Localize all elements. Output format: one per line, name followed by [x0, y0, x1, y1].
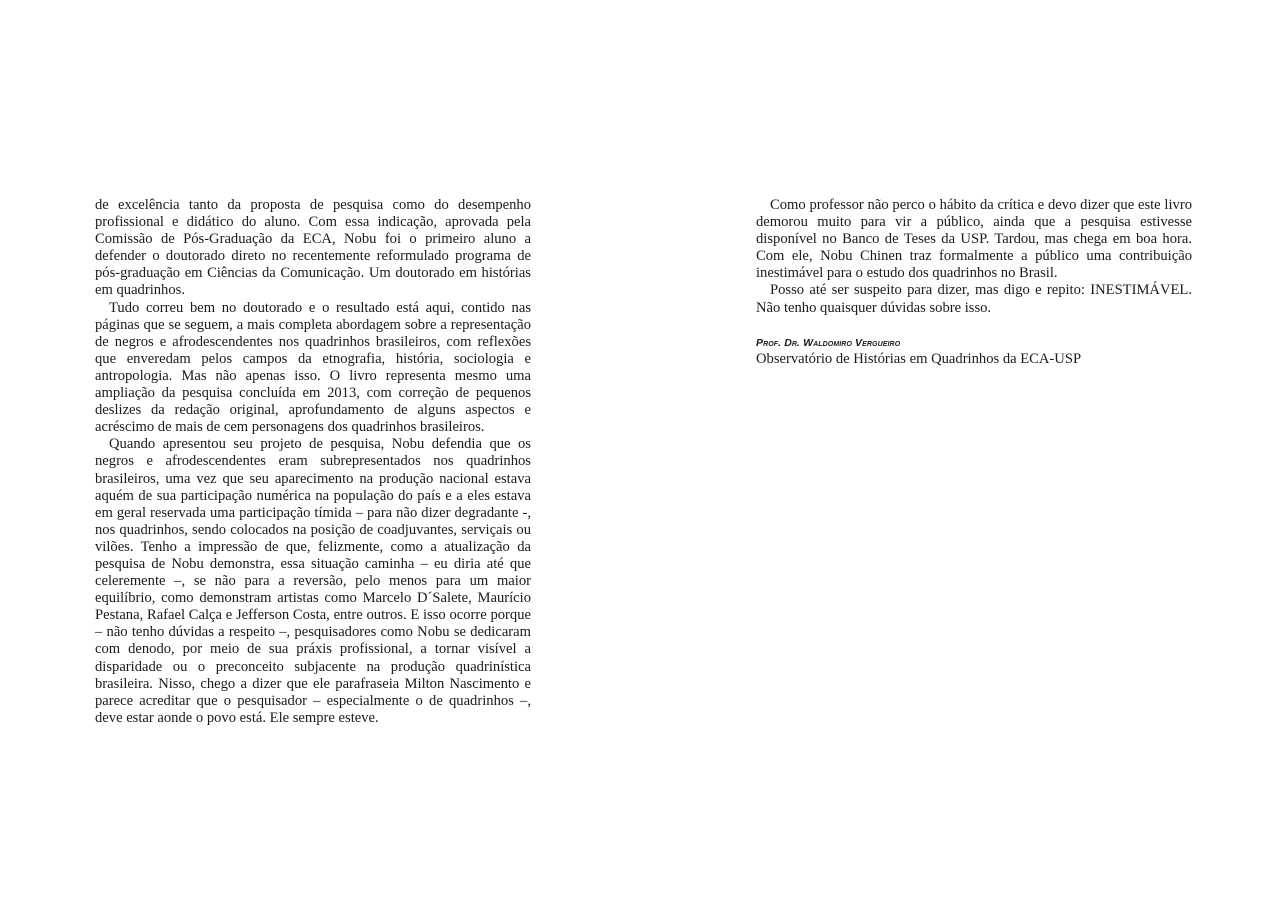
- left-page: [0, 0, 642, 907]
- paragraph-doctorate-result: Tudo correu bem no doutorado e o resultado está aqui, contido nas páginas que se seguem, a mais completa abordagem sobre a representação de negros e afrodescendentes nos quadrinhos brasileiros, com reflexões que enveredam pelos campos da etnografia, história, sociologia e antropologia. Mas não apenas isso. O livro representa mesmo uma ampliação da pesquisa concluída em 2013, com correção de pequenos deslizes da redação original, aprofundamento de alguns aspectos e acréscimo de mais de cem personagens dos quadrinhos brasileiros.: [95, 299, 531, 436]
- right-page: [642, 0, 1284, 907]
- signature-name: Prof. Dr. Waldomiro Vergueiro: [756, 336, 901, 349]
- signature-block: [756, 336, 1192, 368]
- signature-affiliation: Observatório de Histórias em Quadrinhos da ECA-USP: [756, 350, 1082, 367]
- paragraph-research-project: Quando apresentou seu projeto de pesquisa, Nobu defendia que os negros e afrodescendentes eram subrepresentados nos quadrinhos brasileiros, uma vez que seu aparecimento na produção nacional estava aquém de sua participação numérica na população do país e a eles estava em geral reservada uma participação tímida – para não dizer degradante -, nos quadrinhos, sendo colocados na posição de coadjuvantes, serviçais ou vilões. Tenho a impressão de que, felizmente, como a atualização da pesquisa de Nobu demonstra, essa situação caminha – eu diria até que celeremente –, se não para a reversão, pelo menos para um maior equilíbrio, como demonstram artistas como Marcelo D´Salete, Maurício Pestana, Rafael Calça e Jefferson Costa, entre outros. E isso ocorre porque – não tenho dúvidas a respeito –, pesquisadores como Nobu se dedicaram com denodo, por meio de sua práxis profissional, a tornar visível a disparidade ou o preconceito subjacente na produção quadrinística brasileira. Nisso, chego a dizer que ele parafraseia Milton Nascimento e parece acreditar que o pesquisador – especialmente o de quadrinhos –, deve estar aonde o povo está. Ele sempre esteve.: [95, 436, 531, 726]
- right-text-column: [756, 197, 1192, 368]
- paragraph-professor-critique: Como professor não perco o hábito da crítica e devo dizer que este livro demorou muito para vir a público, ainda que a pesquisa estivesse disponível no Banco de Teses da USP. Tardou, mas chega em boa hora. Com ele, Nobu Chinen traz formalmente a público uma contribuição inestimável para o estudo dos quadrinhos no Brasil.: [756, 197, 1192, 282]
- paragraph-continuation: de excelência tanto da proposta de pesquisa como do desempenho profissional e didático do aluno. Com essa indicação, aprovada pela Comissão de Pós-Graduação da ECA, Nobu foi o primeiro aluno a defender o doutorado direto no recentemente reformulado programa de pós-graduação em Ciências da Comunicação. Um doutorado em histórias em quadrinhos.: [95, 197, 531, 299]
- left-text-column: [95, 197, 531, 727]
- paragraph-inestimable: Posso até ser suspeito para dizer, mas digo e repito: INESTIMÁVEL. Não tenho quaisquer dúvidas sobre isso.: [756, 282, 1192, 316]
